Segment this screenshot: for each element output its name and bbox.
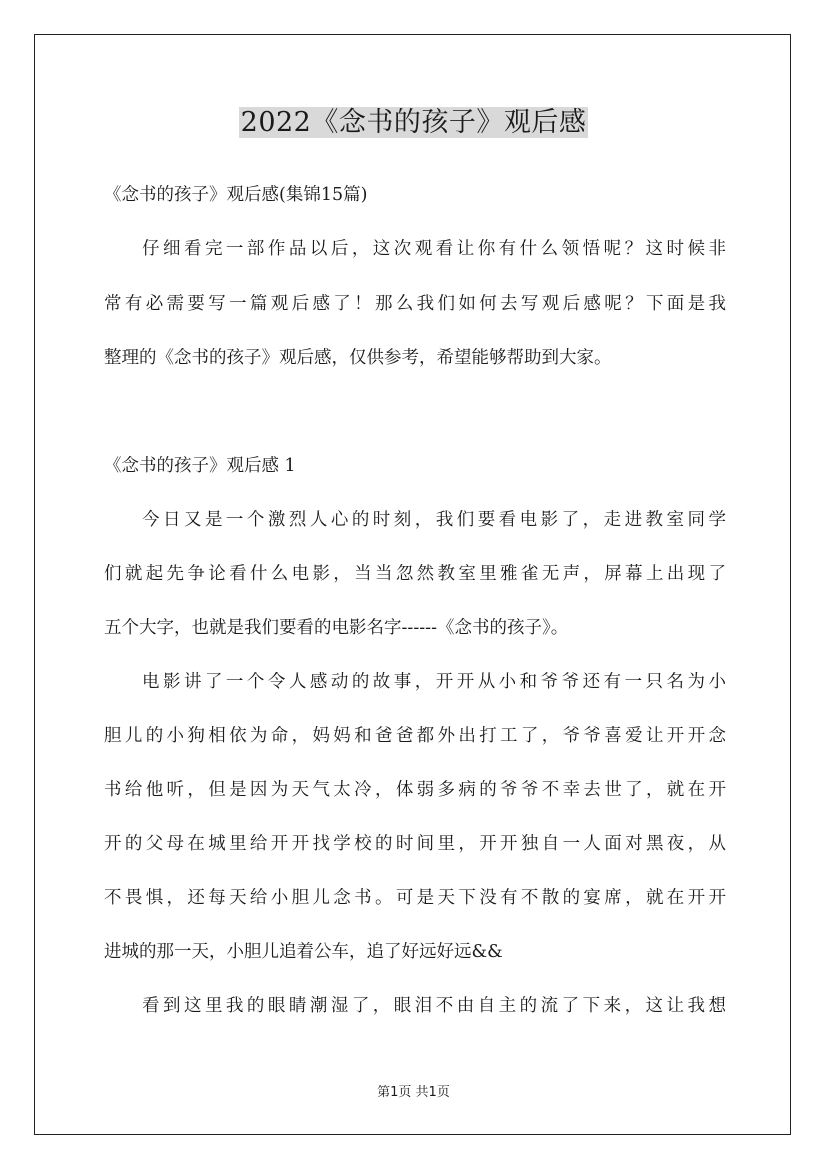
intro-line-3: 整理的《念书的孩子》观后感，仅供参考，希望能够帮助到大家。 bbox=[104, 348, 612, 368]
para2-line-4: 开的父母在城里给开开找学校的时间里，开开独自一人面对黑夜，从 bbox=[104, 834, 726, 854]
document-title bbox=[0, 103, 827, 143]
para3-line-1: 看到这里我的眼睛潮湿了，眼泪不由自主的流了下来，这让我想 bbox=[142, 996, 726, 1016]
para1-line-2: 们就起先争论看什么电影，当当忽然教室里雅雀无声，屏幕上出现了 bbox=[104, 564, 726, 584]
intro-line-1: 仔细看完一部作品以后，这次观看让你有什么领悟呢？这时候非 bbox=[142, 239, 726, 259]
page-footer: 第1页 共1页 bbox=[377, 1085, 450, 1100]
section1-heading: 《念书的孩子》观后感 1 bbox=[104, 456, 296, 476]
para1-line-3: 五个大字，也就是我们要看的电影名字------《念书的孩子》。 bbox=[104, 618, 569, 638]
para2-line-6: 进城的那一天，小胆儿追着公车，追了好远好远&& bbox=[104, 942, 503, 962]
para1-line-1: 今日又是一个激烈人心的时刻，我们要看电影了，走进教室同学 bbox=[142, 510, 726, 530]
intro-line-2: 常有必需要写一篇观后感了！那么我们如何去写观后感呢？下面是我 bbox=[104, 294, 726, 314]
document-title-text: 2022《念书的孩子》观后感 bbox=[240, 107, 587, 138]
para2-line-1: 电影讲了一个令人感动的故事，开开从小和爷爷还有一只名为小 bbox=[142, 672, 726, 692]
para2-line-3: 书给他听，但是因为天气太冷，体弱多病的爷爷不幸去世了，就在开 bbox=[104, 780, 726, 800]
para2-line-2: 胆儿的小狗相依为命，妈妈和爸爸都外出打工了，爷爷喜爱让开开念 bbox=[104, 726, 726, 746]
para2-line-5: 不畏惧，还每天给小胆儿念书。可是天下没有不散的宴席，就在开开 bbox=[104, 888, 726, 908]
document-subtitle: 《念书的孩子》观后感(集锦15篇) bbox=[104, 185, 368, 205]
